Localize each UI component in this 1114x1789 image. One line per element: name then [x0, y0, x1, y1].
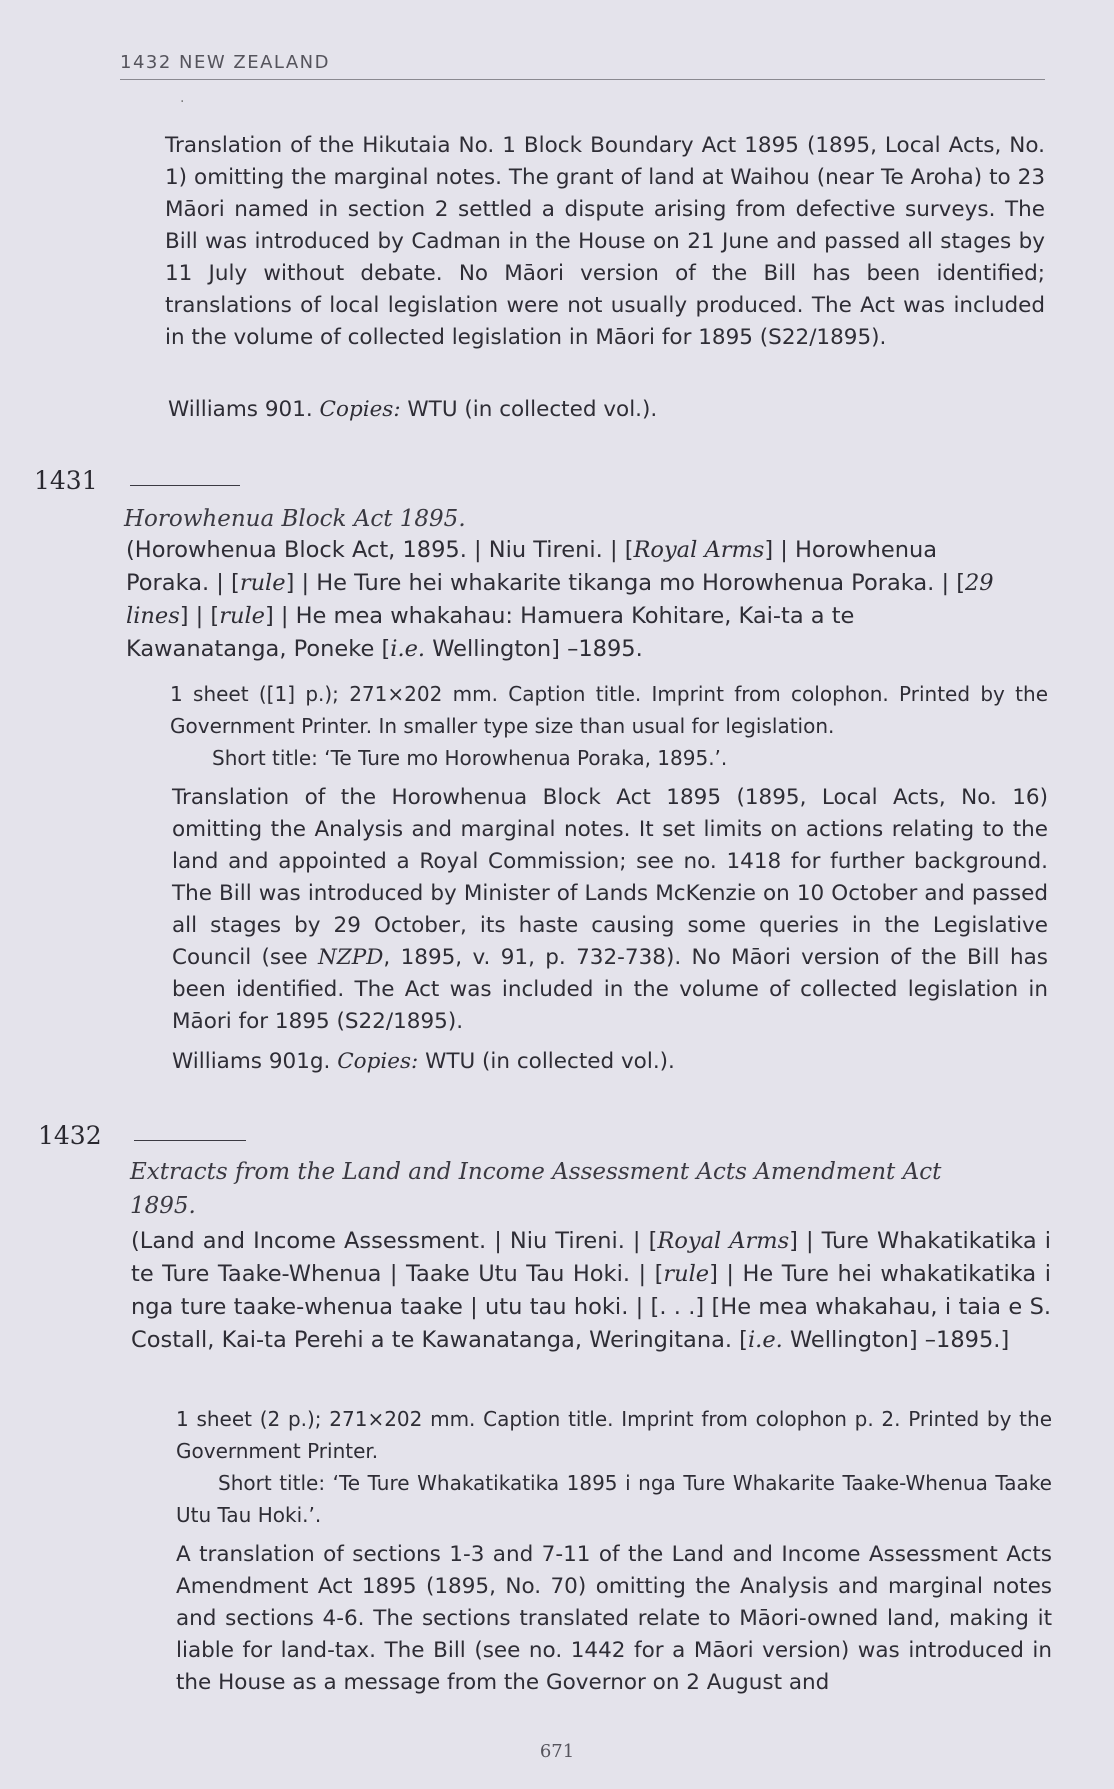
- title-dash: [134, 1140, 246, 1141]
- entry-transcription-1431: (Horowhenua Block Act, 1895. | Niu Tireni. | [Royal Arms] | Horowhenua Poraka. | [rule] | He Ture hei whakarite tikanga mo Horowhenua Poraka. | [29 lines] | [rule] | He mea whakahau: Hamuera Kohitare, Kai-ta a te Kawanatanga, Poneke [i.e. Wellington] –1895.: [126, 537, 994, 662]
- stray-mark: ·: [180, 94, 185, 110]
- entry-physical-1432: 1 sheet (2 p.); 271×202 mm. Caption title. Imprint from colophon p. 2. Printed by the Government Printer. Short title: ‘Te Ture Whakatikatika 1895 i nga Ture Whakarite Taake-Whenua Taake Utu Tau Hoki.’.: [176, 1403, 1052, 1531]
- entry-note-1431: Translation of the Horowhenua Block Act 1895 (1895, Local Acts, No. 16) omitting the Analysis and marginal notes. It set limits on actions relating to the land and appointed a Royal Commission; see no. 1418 for further background. The Bill was introduced by Minister of Lands McKenzie on 10 October and passed all stages by 29 October, its haste causing some queries in the Legislative Council (see NZPD, 1895, v. 91, p. 732-738). No Māori version of the Bill has been identified. The Act was included in the volume of collected legislation in Māori for 1895 (S22/1895).: [172, 785, 1048, 1034]
- entry-reference-1431: Williams 901g. Copies: WTU (in collected vol.).: [172, 1049, 675, 1074]
- preceding-entry-note: Translation of the Hikutaia No. 1 Block Boundary Act 1895 (1895, Local Acts, No. 1) omitting the marginal notes. The grant of land at Waihou (near Te Aroha) to 23 Māori named in section 2 settled a dispute arising from defective surveys. The Bill was introduced by Cadman in the House on 21 June and passed all stages by 11 July without debate. No Māori version of the Bill has been identified; translations of local legislation were not usually produced. The Act was included in the volume of collected legislation in Māori for 1895 (S22/1895).: [165, 133, 1045, 350]
- short-title-1432: Short title: ‘Te Ture Whakatikatika 1895 i nga Ture Whakarite Taake-Whenua Taake Utu Tau Hoki.’.: [176, 1471, 1052, 1527]
- entry-transcription-1432: (Land and Income Assessment. | Niu Tireni. | [Royal Arms] | Ture Whakatikatika i te Ture Taake-Whenua | Taake Utu Tau Hoki. | [rule] | He Ture hei whakatikatika i nga ture taake-whenua taake | utu tau hoki. | [. . .] [He mea whakahau, i taia e S. Costall, Kai-ta Perehi a te Kawanatanga, Weringitana. [i.e. Wellington] –1895.]: [131, 1228, 1051, 1353]
- running-head: 1432 NEW ZEALAND: [120, 52, 1045, 80]
- entry-physical-1431: 1 sheet ([1] p.); 271×202 mm. Caption title. Imprint from colophon. Printed by the Government Printer. In smaller type size than usual for legislation. Short title: ‘Te Ture mo Horowhenua Poraka, 1895.’.: [170, 678, 1048, 774]
- entry-note-1432: A translation of sections 1-3 and 7-11 of the Land and Income Assessment Acts Amendment Act 1895 (1895, No. 70) omitting the Analysis and marginal notes and sections 4-6. The sections translated relate to Māori-owned land, making it liable for land-tax. The Bill (see no. 1442 for a Māori version) was introduced in the House as a message from the Governor on 2 August and: [176, 1542, 1052, 1695]
- entry-number-1432: 1432: [38, 1121, 102, 1150]
- title-dash: [130, 485, 240, 486]
- short-title-1431: Short title: ‘Te Ture mo Horowhenua Poraka, 1895.’.: [212, 746, 728, 770]
- reference-text: Williams 901.: [168, 397, 320, 422]
- entry-number-1431: 1431: [34, 466, 98, 495]
- page-number: 671: [539, 1741, 575, 1762]
- copies-label: Copies:: [319, 397, 401, 422]
- copies-text: WTU (in collected vol.).: [400, 397, 658, 422]
- entry-title-1431: Horowhenua Block Act 1895.: [124, 506, 466, 532]
- entry-title-1432: Extracts from the Land and Income Assessment Acts Amendment Act 1895.: [130, 1159, 942, 1219]
- preceding-entry-reference: [168, 394, 1048, 426]
